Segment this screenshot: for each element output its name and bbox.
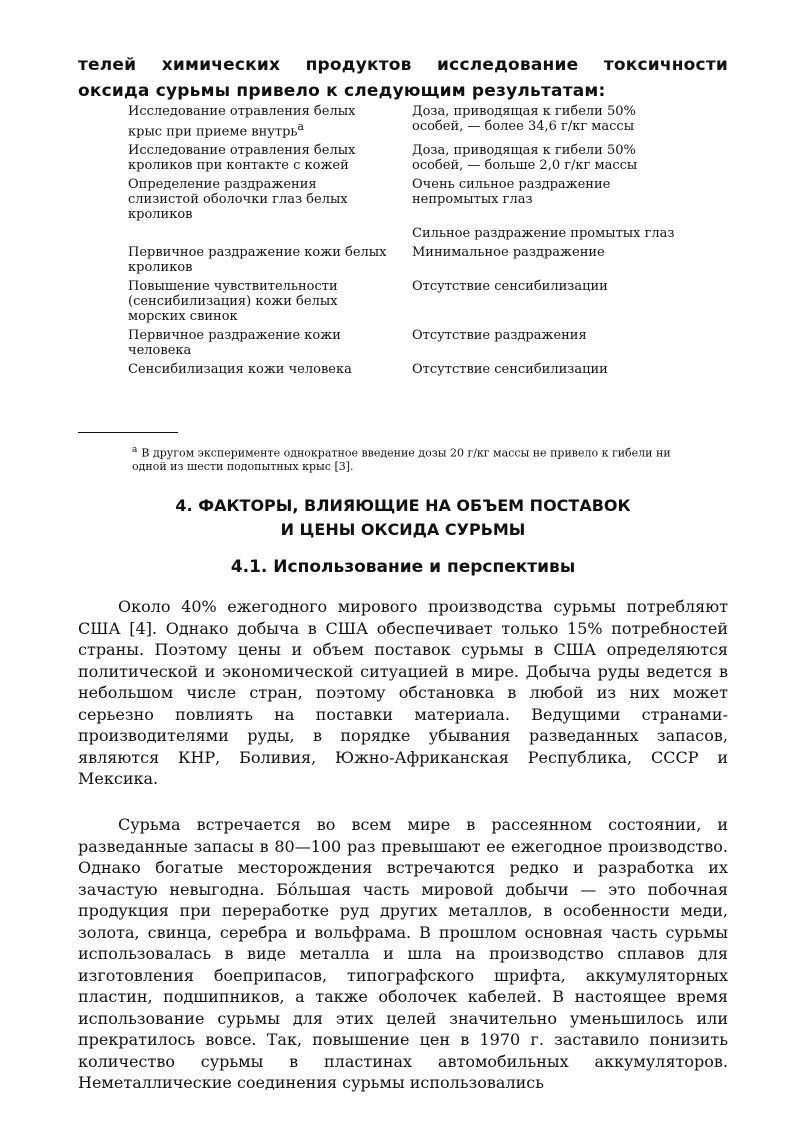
test-result: Отсутствие сенсибилизации xyxy=(412,279,608,295)
toxicity-results-table xyxy=(128,104,688,381)
footnote xyxy=(132,444,672,473)
test-result: Доза, приводящая к гибели 50% особей, — больше 2,0 г/кг массы xyxy=(412,143,638,174)
body-paragraph: Сурьма встречается во всем мире в рассеянном состоянии, и разведанные запасы в 80—100 раз превышают ее ежегодное производство. Однако богатые месторождения встречаются редко и разработка их зачастую невыгодна. Бо́льшая часть мировой добычи — это побочная продукция при переработке руд других металлов, в особенности меди, золота, свинца, серебра и вольфрама. В прошлом основная часть сурьмы использовалась в виде металла и шла на производство сплавов для изготовления боеприпасов, типографского шрифта, аккумуляторных пластин, подшипников, а также оболочек кабелей. В настоящее время использование сурьмы для этих целей значительно уменьшилось или прекратилось вовсе. Так, повышение цен в 1970 г. заставило понизить количество сурьмы в пластинах автомобильных аккумуляторов. Неметаллические соединения сурьмы использовались xyxy=(78,815,728,1092)
test-result: Минимальное раздражение xyxy=(412,245,605,261)
subsection-heading: 4.1. Использование и перспективы xyxy=(230,557,576,577)
test-name: Первичное раздражение кожи белых кроликов xyxy=(128,245,387,276)
table-row xyxy=(128,104,688,143)
test-name xyxy=(128,226,412,245)
test-name: Определение раздражения слизистой оболочки глаз белых кроликов xyxy=(128,177,348,223)
test-result: Отсутствие сенсибилизации xyxy=(412,362,608,378)
table-row xyxy=(128,362,688,381)
section-heading xyxy=(78,494,728,542)
intro-text: телей химических продуктов исследование токсичности оксида сурьмы привело к следующим результатам: xyxy=(78,55,728,101)
test-result: Доза, приводящая к гибели 50% особей, — более 34,6 г/кг массы xyxy=(412,104,636,134)
test-name: Исследование отравления белых крыс при приеме внутрь xyxy=(128,104,356,140)
test-name: Исследование отравления белых кроликов при контакте с кожей xyxy=(128,143,356,174)
section-heading-line: 4. ФАКТОРЫ, ВЛИЯЮЩИЕ НА ОБЪЕМ ПОСТАВОК xyxy=(175,496,631,515)
test-name: Повышение чувствительности (сенсибилизация) кожи белых морских свинок xyxy=(128,279,338,325)
table-row xyxy=(128,143,688,177)
table-row xyxy=(128,177,688,226)
body-paragraph: Около 40% ежегодного мирового производства сурьмы потребляют США [4]. Однако добыча в США обеспечивает только 15% потребностей страны. Поэтому цены и объем поставок сурьмы в США определяются политической и экономической ситуацией в мире. Добыча руды ведется в небольшом числе стран, поэтому обстановка в любой из них может серьезно повлиять на поставки материала. Ведущими странами-производителями руды, в порядке убывания разведанных запасов, являются КНР, Боливия, Южно-Африканская Республика, СССР и Мексика. xyxy=(78,597,728,788)
test-result: Отсутствие раздражения xyxy=(412,328,587,344)
test-result: Очень сильное раздражение непромытых глаз xyxy=(412,177,611,208)
table-row xyxy=(128,279,688,328)
section-heading-line: И ЦЕНЫ ОКСИДА СУРЬМЫ xyxy=(280,520,526,539)
footnote-text: В другом эксперименте однократное введение дозы 20 г/кг массы не привело к гибели ни одной из шести подопытных крыс [3]. xyxy=(132,446,671,473)
test-result: Сильное раздражение промытых глаз xyxy=(412,226,675,242)
footnote-divider xyxy=(78,432,178,433)
table-row xyxy=(128,226,688,245)
footnote-marker: a xyxy=(132,445,138,455)
footnote-marker: a xyxy=(297,120,304,133)
table-row xyxy=(128,245,688,279)
test-name: Первичное раздражение кожи человека xyxy=(128,328,341,359)
test-name: Сенсибилизация кожи человека xyxy=(128,362,352,378)
table-row xyxy=(128,328,688,362)
